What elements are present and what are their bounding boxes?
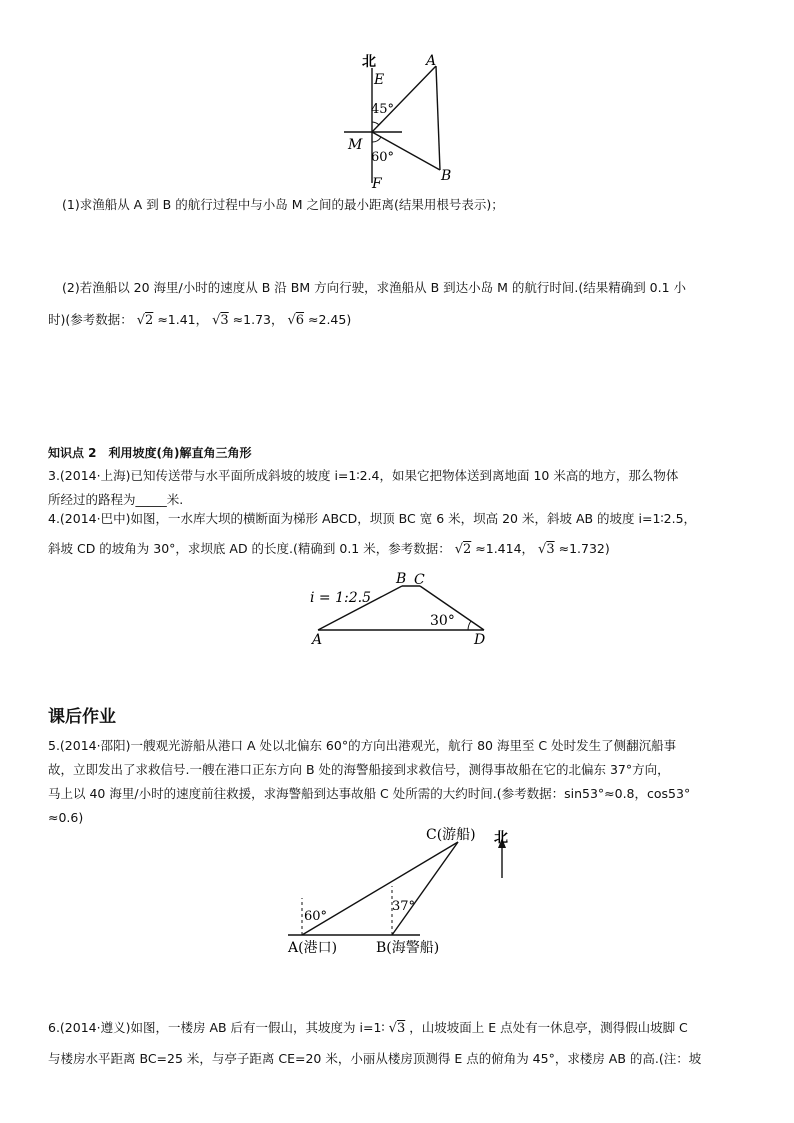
q3-line1-text: 3.(2014·上海)已知传送带与水平面所成斜坡的坡度 i=1∶2.4，如果它把物体送到离地面 10 米高的地方，那么物体 [48,468,679,483]
q5-line2 [48,758,754,782]
q1-part2-line1-text: (2)若渔船以 20 海里/小时的速度从 B 沿 BM 方向行驶，求渔船从 B 到达小岛 M 的航行时间.(结果精确到 0.1 小 [62,280,687,295]
segment-BC [392,842,458,935]
angle-arc-45 [372,122,379,125]
q1-part1-text: (1)求渔船从 A 到 B 的航行过程中与小岛 M 之间的最小距离(结果用根号表示)； [62,197,504,212]
label-B: B(海警船) [376,940,440,956]
sqrt-2: √2 [136,313,154,328]
q5-line3 [48,782,754,806]
label-37: 37° [392,899,416,914]
q5-line4-text: ≈0.6) [48,810,84,825]
label-M: M [348,137,363,153]
sqrt-3: √3 [212,313,229,328]
q6-sqrt-3: √3 [388,1021,406,1036]
q3-line2-text: 所经过的路程为_____米. [48,492,184,507]
q1-part2-ref-label: 时)(参考数据： [48,312,133,327]
segment-AB [436,66,440,170]
question-4 [48,507,754,562]
sqrt-6-radicand: 6 [295,313,305,328]
value-sqrt2: ≈1.41， [157,312,209,327]
q5-line2-text: 故，立即发出了求救信号.一艘在港口正东方向 B 处的海警船接到求救信号，测得事故船在它的北偏东 37°方向， [48,762,670,777]
sqrt-3-radicand: 3 [220,313,229,328]
label-B: B [441,168,452,184]
sqrt-6: √6 [287,313,305,328]
q4-sqrt-3-radicand: 3 [546,542,555,557]
knowledge-point-2-text: 知识点 2 利用坡度(角)解直角三角形 [48,446,252,460]
q4-ref-label: 斜坡 CD 的坡角为 30°，求坝底 AD 的长度.(精确到 0.1 米，参考数据： [48,541,451,556]
q4-sqrt-3: √3 [538,542,555,557]
label-60: 60° [304,909,328,924]
q5-line1-text: 5.(2014·邵阳)一艘观光游船从港口 A 处以北偏东 60°的方向出港观光，航行 80 海里至 C 处时发生了侧翻沉船事 [48,738,677,753]
homework-heading-text: 课后作业 [48,707,116,727]
figure-dam-trapezoid [300,568,500,650]
figure-island-bearing [330,48,480,198]
q4-line2 [48,537,754,562]
value-sqrt3: ≈1.73， [232,312,284,327]
value-sqrt6: ≈2.45) [308,312,352,327]
q4-value-sqrt3: ≈1.732) [558,541,610,556]
label-60: 60° [371,150,395,165]
label-45: 45° [371,102,395,117]
q1-part2 [48,276,754,333]
label-north: 北 [494,830,508,846]
q3-line1 [48,464,754,488]
label-F: F [372,176,382,192]
q6-line2-text: 与楼房水平距离 BC=25 米，与亭子距离 CE=20 米，小丽从楼房顶测得 E 点的俯角为 45°，求楼房 AB 的高.(注：坡 [48,1051,702,1066]
q5-line3-text: 马上以 40 海里/小时的速度前往救援，求海警船到达事故船 C 处所需的大约时间.(参考数据：sin53°≈0.8，cos53° [48,786,691,801]
label-30: 30° [430,613,455,629]
q1-part1 [62,193,768,217]
q6-line2 [48,1047,754,1071]
q4-value-sqrt2: ≈1.414， [475,541,535,556]
q6-line1b-text: ，山坡坡面上 E 点处有一休息亭，测得假山坡脚 C [409,1020,688,1035]
q1-part2-line1 [48,276,754,300]
homework-heading [48,702,116,727]
q4-line1 [48,507,754,531]
label-B: B [396,571,407,587]
label-E: E [374,72,385,88]
q4-sqrt-2-radicand: 2 [463,542,472,557]
q4-sqrt-2: √2 [454,542,472,557]
q6-sqrt-3-radicand: 3 [396,1021,406,1036]
label-north: 北 [362,54,376,70]
question-6 [48,1016,754,1071]
q5-line1 [48,734,754,758]
label-D: D [474,632,486,648]
sqrt-2-radicand: 2 [145,313,154,328]
label-slope: i = 1:2.5 [310,590,371,606]
q6-line1a-text: 6.(2014·遵义)如图，一楼房 AB 后有一假山，其坡度为 i=1∶ [48,1020,385,1035]
q1-part2-line2 [48,308,754,333]
label-A: A [426,53,437,69]
angle-arc-60 [372,137,381,142]
question-3 [48,464,754,512]
knowledge-point-2 [48,441,754,465]
question-5 [48,734,754,830]
angle-arc-D [468,621,471,630]
label-C: C [414,572,425,588]
q4-line1-text: 4.(2014·巴中)如图，一水库大坝的横断面为梯形 ABCD，坝顶 BC 宽 6 米，坝高 20 米，斜坡 AB 的坡度 i=1∶2.5， [48,511,697,526]
label-A: A [312,632,323,648]
figure-ship-rescue [280,822,530,962]
label-C: C(游船) [426,827,476,843]
q6-line1 [48,1016,754,1041]
label-A: A(港口) [288,940,338,956]
